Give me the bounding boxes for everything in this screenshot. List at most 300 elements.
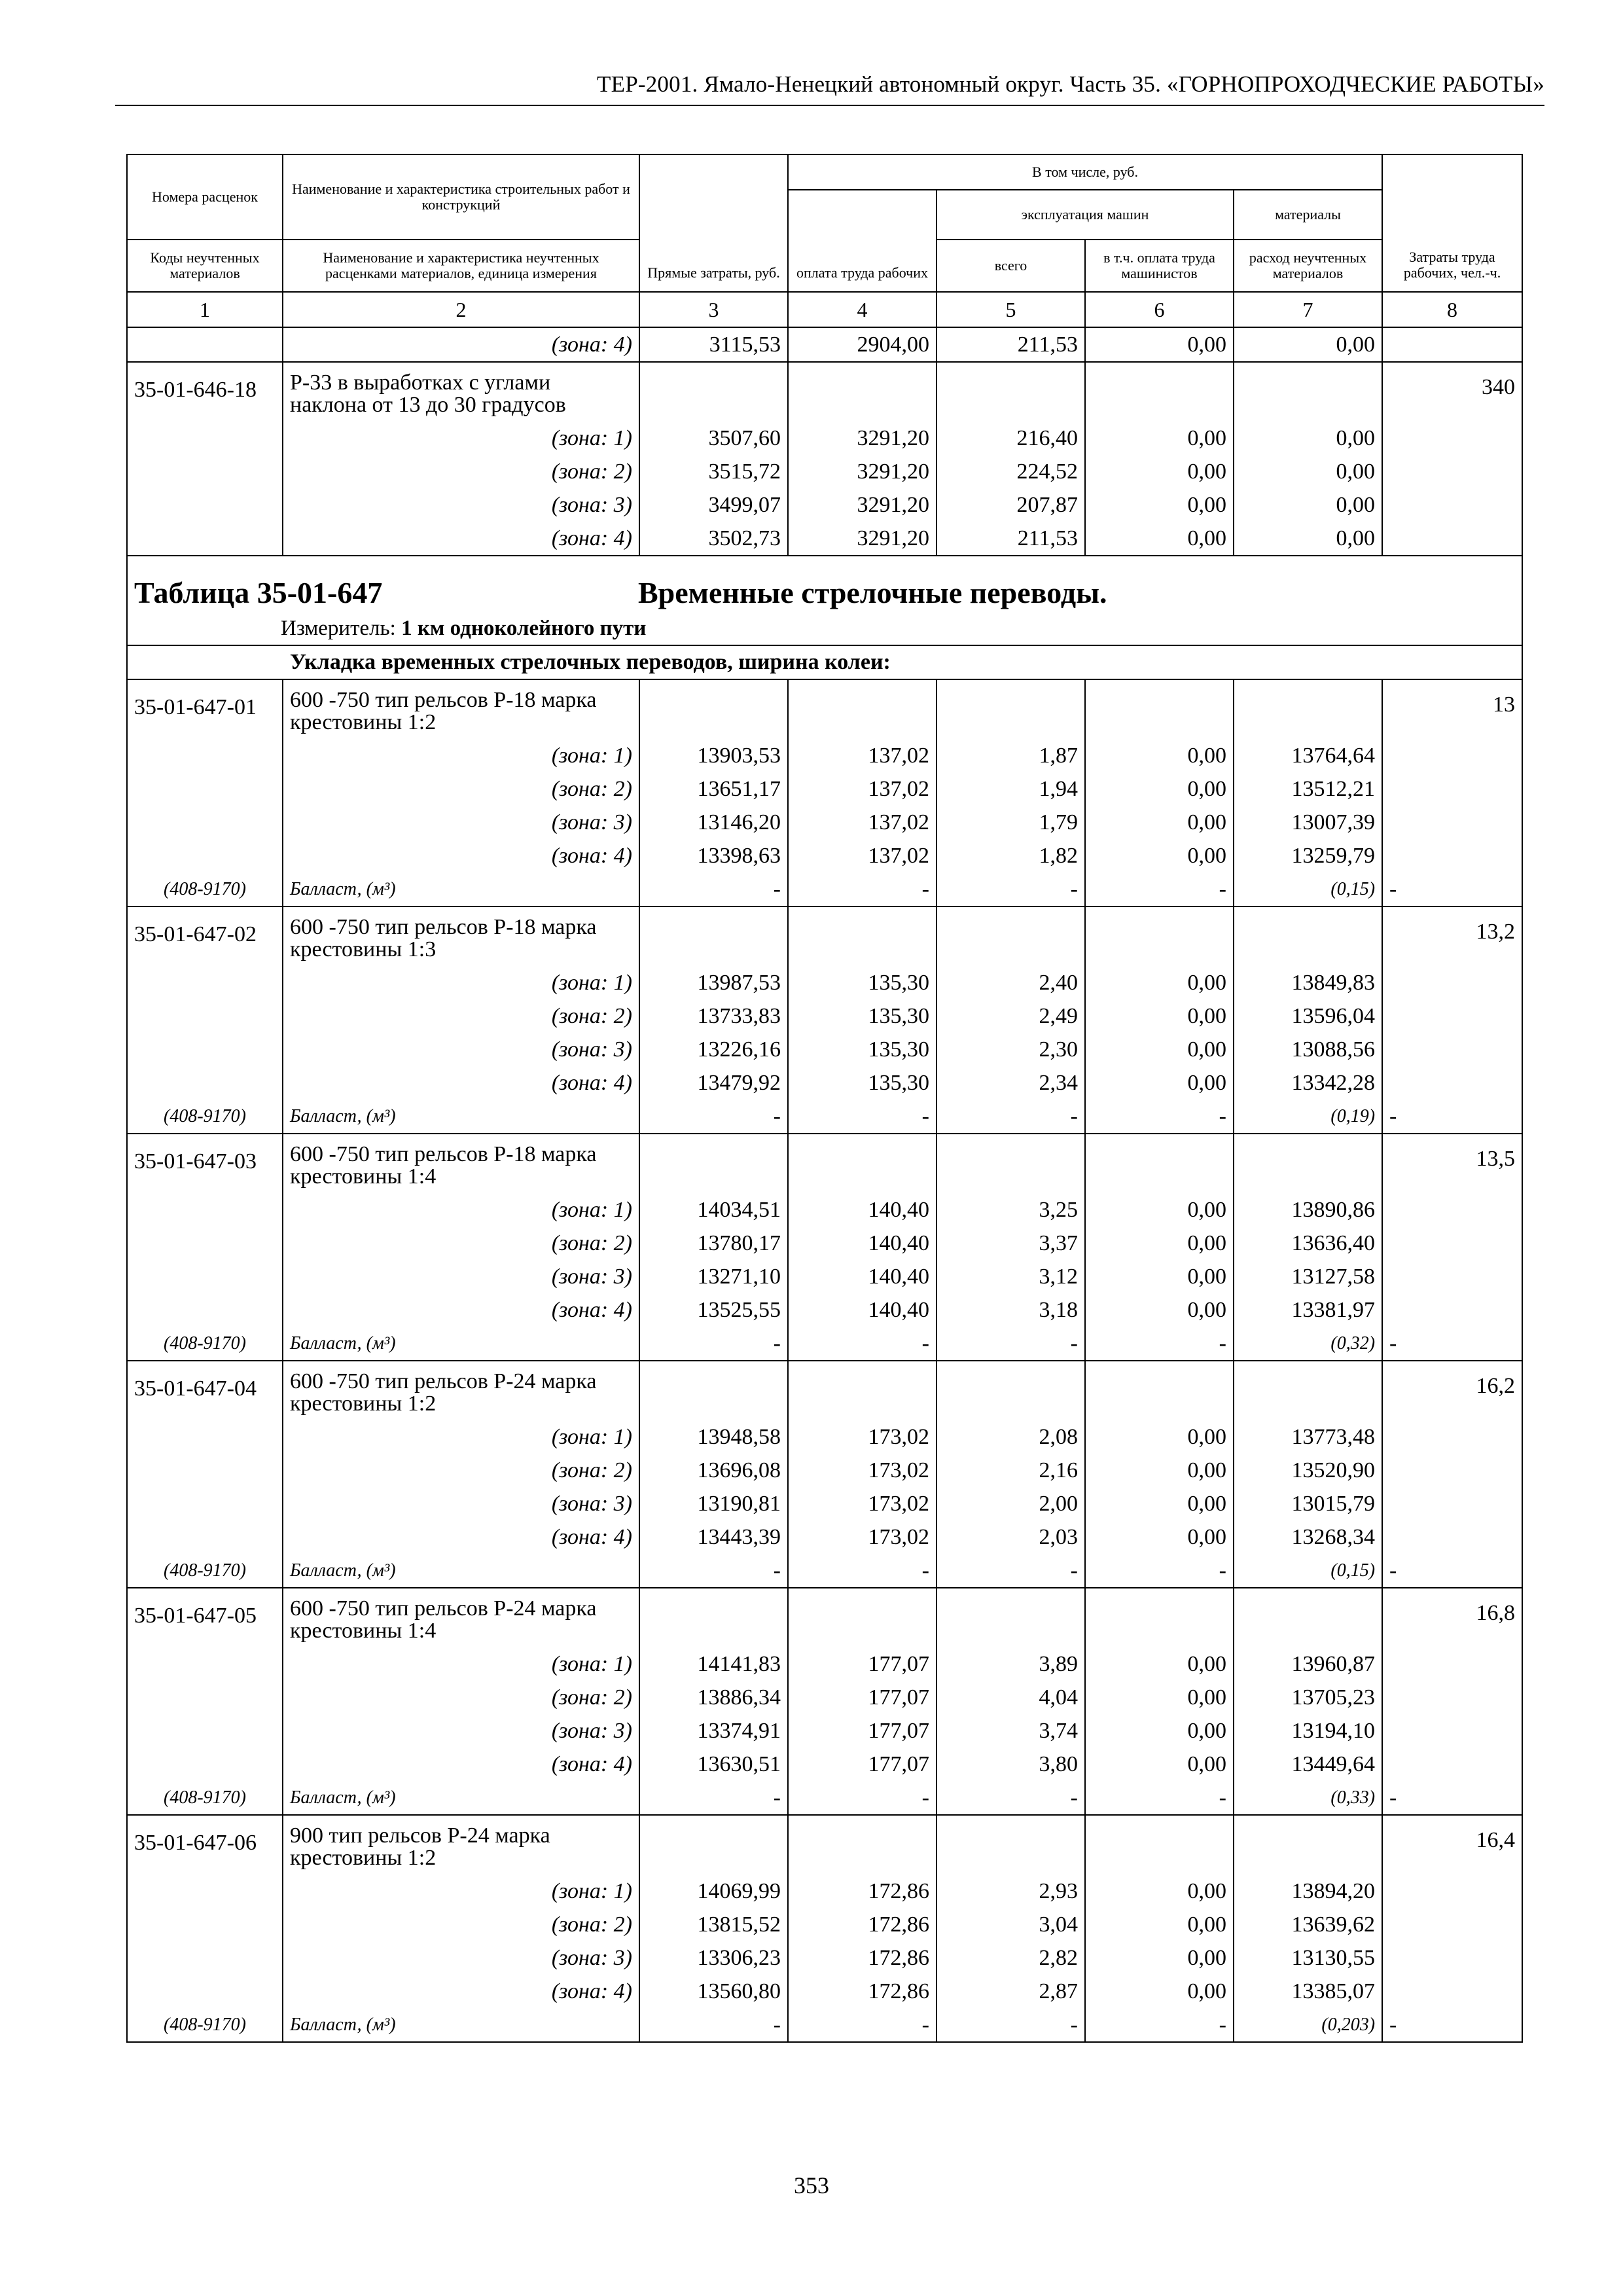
zone-row xyxy=(127,739,1522,772)
value-cell: 3,37 xyxy=(936,1227,1085,1260)
empty-cell xyxy=(639,906,788,966)
value-cell: 1,87 xyxy=(936,739,1085,772)
empty-cell xyxy=(127,1193,283,1227)
empty-cell xyxy=(1085,1815,1234,1874)
zone-label: (зона: 4) xyxy=(283,1748,639,1781)
table-title: Временные стрелочные переводы. xyxy=(638,576,1107,609)
empty-cell xyxy=(1382,806,1522,839)
zone-label: (зона: 2) xyxy=(283,772,639,806)
zone-label: (зона: 4) xyxy=(283,1066,639,1100)
value-cell: 0,00 xyxy=(1085,1941,1234,1975)
value-cell: 13903,53 xyxy=(639,739,788,772)
value-cell: 0,00 xyxy=(1234,488,1382,522)
value-cell: 13443,39 xyxy=(639,1520,788,1554)
rate-code: 35-01-647-03 xyxy=(127,1134,283,1193)
value-cell: 13342,28 xyxy=(1234,1066,1382,1100)
zone-label: (зона: 3) xyxy=(283,1714,639,1748)
empty-cell xyxy=(127,772,283,806)
zone-row xyxy=(127,1066,1522,1100)
col-number: 8 xyxy=(1382,292,1522,327)
zone-row xyxy=(127,1033,1522,1066)
col-number: 2 xyxy=(283,292,639,327)
zone-row xyxy=(127,522,1522,556)
dash-cell: - xyxy=(788,2008,936,2042)
value-cell: 13894,20 xyxy=(1234,1874,1382,1908)
empty-cell xyxy=(1234,1588,1382,1647)
dash-cell: - xyxy=(936,2008,1085,2042)
col-number: 7 xyxy=(1234,292,1382,327)
empty-cell xyxy=(127,522,283,556)
rate-row xyxy=(127,906,1522,966)
value-cell: 3115,53 xyxy=(639,327,788,362)
zone-label: (зона: 2) xyxy=(283,455,639,488)
value-cell: 2,82 xyxy=(936,1941,1085,1975)
empty-cell xyxy=(127,999,283,1033)
col-number: 5 xyxy=(936,292,1085,327)
material-code: (408-9170) xyxy=(127,1554,283,1588)
value-cell: 0,00 xyxy=(1085,1874,1234,1908)
empty-cell xyxy=(1234,362,1382,422)
value-cell: 2,08 xyxy=(936,1420,1085,1454)
value-cell: 172,86 xyxy=(788,1975,936,2008)
zone-label: (зона: 2) xyxy=(283,1454,639,1487)
value-cell: 0,00 xyxy=(1085,1714,1234,1748)
empty-cell xyxy=(1382,1647,1522,1681)
empty-cell xyxy=(1382,1260,1522,1293)
rate-code: 35-01-646-18 xyxy=(127,362,283,422)
empty-cell xyxy=(1382,1487,1522,1520)
value-cell: 13190,81 xyxy=(639,1487,788,1520)
value-cell: 0,00 xyxy=(1085,806,1234,839)
value-cell: 0,00 xyxy=(1085,1647,1234,1681)
labor-cost-value: 13,2 xyxy=(1382,906,1522,966)
value-cell: 13780,17 xyxy=(639,1227,788,1260)
meter-row xyxy=(127,612,1522,645)
material-consumption: (0,33) xyxy=(1234,1781,1382,1815)
value-cell: 13520,90 xyxy=(1234,1454,1382,1487)
empty-cell xyxy=(1085,1588,1234,1647)
table-title-cell xyxy=(127,556,1522,612)
rates-table xyxy=(126,154,1523,2043)
value-cell: 2904,00 xyxy=(788,327,936,362)
zone-label: (зона: 3) xyxy=(283,488,639,522)
zone-label: (зона: 1) xyxy=(283,1647,639,1681)
col-machinist-pay: в т.ч. оплата труда машинистов xyxy=(1085,240,1234,292)
zone-label: (зона: 1) xyxy=(283,422,639,455)
empty-cell xyxy=(127,488,283,522)
empty-cell xyxy=(639,679,788,739)
value-cell: 1,79 xyxy=(936,806,1085,839)
empty-cell xyxy=(1382,1227,1522,1260)
value-cell: 0,00 xyxy=(1085,1908,1234,1941)
dash-cell: - xyxy=(639,872,788,906)
zone-row xyxy=(127,455,1522,488)
value-cell: 216,40 xyxy=(936,422,1085,455)
value-cell: 0,00 xyxy=(1085,455,1234,488)
value-cell: 13890,86 xyxy=(1234,1193,1382,1227)
dash-cell: - xyxy=(1085,1327,1234,1361)
dash-cell: - xyxy=(1085,1554,1234,1588)
dash-cell: - xyxy=(788,1554,936,1588)
zone-label: (зона: 3) xyxy=(283,1941,639,1975)
value-cell: 13194,10 xyxy=(1234,1714,1382,1748)
value-cell: 0,00 xyxy=(1085,1293,1234,1327)
rate-row xyxy=(127,362,1522,422)
empty-cell xyxy=(127,1033,283,1066)
value-cell: 13306,23 xyxy=(639,1941,788,1975)
value-cell: 3291,20 xyxy=(788,522,936,556)
value-cell: 140,40 xyxy=(788,1260,936,1293)
value-cell: 3,12 xyxy=(936,1260,1085,1293)
empty-cell xyxy=(127,1293,283,1327)
empty-cell xyxy=(1382,488,1522,522)
value-cell: 0,00 xyxy=(1234,455,1382,488)
empty-cell xyxy=(639,1815,788,1874)
value-cell: 3291,20 xyxy=(788,488,936,522)
dash-cell: - xyxy=(936,1100,1085,1134)
rate-code: 35-01-647-04 xyxy=(127,1361,283,1420)
value-cell: 13398,63 xyxy=(639,839,788,872)
zone-row xyxy=(127,1227,1522,1260)
value-cell: 2,00 xyxy=(936,1487,1085,1520)
zone-row xyxy=(127,1647,1522,1681)
value-cell: 177,07 xyxy=(788,1748,936,1781)
zone-label: (зона: 4) xyxy=(283,839,639,872)
value-cell: 173,02 xyxy=(788,1454,936,1487)
col-number: 6 xyxy=(1085,292,1234,327)
empty-cell xyxy=(1382,455,1522,488)
zone-row xyxy=(127,1193,1522,1227)
empty-cell xyxy=(936,1815,1085,1874)
col-machine-total: всего xyxy=(936,240,1085,292)
zone-label: (зона: 4) xyxy=(283,327,639,362)
empty-cell xyxy=(1085,1361,1234,1420)
value-cell: 14141,83 xyxy=(639,1647,788,1681)
material-name: Балласт, (м³) xyxy=(283,1554,639,1588)
empty-cell xyxy=(1382,1066,1522,1100)
value-cell: 173,02 xyxy=(788,1420,936,1454)
empty-cell xyxy=(127,839,283,872)
col-number: 1 xyxy=(127,292,283,327)
dash-cell: - xyxy=(639,1554,788,1588)
value-cell: 2,34 xyxy=(936,1066,1085,1100)
value-cell: 2,40 xyxy=(936,966,1085,999)
dash-cell: - xyxy=(1382,1781,1522,1815)
value-cell: 0,00 xyxy=(1234,327,1382,362)
empty-cell xyxy=(788,679,936,739)
column-numbers-row xyxy=(127,292,1522,327)
col-number: 4 xyxy=(788,292,936,327)
value-cell: 137,02 xyxy=(788,839,936,872)
value-cell: 13636,40 xyxy=(1234,1227,1382,1260)
empty-cell xyxy=(1085,906,1234,966)
rate-row xyxy=(127,679,1522,739)
dash-cell: - xyxy=(639,1100,788,1134)
empty-cell xyxy=(127,1487,283,1520)
material-code: (408-9170) xyxy=(127,872,283,906)
value-cell: 137,02 xyxy=(788,772,936,806)
table-body xyxy=(127,327,1522,2042)
empty-cell xyxy=(127,1714,283,1748)
empty-cell xyxy=(936,1588,1085,1647)
labor-cost-value: 13 xyxy=(1382,679,1522,739)
zone-row xyxy=(127,1487,1522,1520)
dash-cell: - xyxy=(639,1327,788,1361)
zone-label: (зона: 1) xyxy=(283,1420,639,1454)
labor-cost-value: 16,2 xyxy=(1382,1361,1522,1420)
labor-cost-value: 13,5 xyxy=(1382,1134,1522,1193)
zone-row xyxy=(127,1520,1522,1554)
value-cell: 173,02 xyxy=(788,1520,936,1554)
empty-cell xyxy=(788,906,936,966)
zone-row xyxy=(127,1941,1522,1975)
value-cell: 1,82 xyxy=(936,839,1085,872)
col-rate-numbers: Номера расценок xyxy=(127,154,283,240)
value-cell: 140,40 xyxy=(788,1227,936,1260)
empty-cell xyxy=(1382,1874,1522,1908)
empty-cell xyxy=(1085,679,1234,739)
empty-cell xyxy=(639,1588,788,1647)
value-cell: 137,02 xyxy=(788,806,936,839)
value-cell: 2,49 xyxy=(936,999,1085,1033)
value-cell: 13385,07 xyxy=(1234,1975,1382,2008)
material-row xyxy=(127,872,1522,906)
empty-cell xyxy=(1234,679,1382,739)
material-row xyxy=(127,2008,1522,2042)
empty-cell xyxy=(1382,1748,1522,1781)
dash-cell: - xyxy=(788,1100,936,1134)
empty-cell xyxy=(127,1975,283,2008)
value-cell: 177,07 xyxy=(788,1647,936,1681)
value-cell: 3,80 xyxy=(936,1748,1085,1781)
empty-cell xyxy=(127,1066,283,1100)
material-row xyxy=(127,1100,1522,1134)
col-materials-consumption: расход неучтенных материалов xyxy=(1234,240,1382,292)
work-name: 600 -750 тип рельсов Р-18 марка крестовины 1:2 xyxy=(283,679,639,739)
value-cell: 0,00 xyxy=(1085,739,1234,772)
material-consumption: (0,19) xyxy=(1234,1100,1382,1134)
col-number: 3 xyxy=(639,292,788,327)
material-row xyxy=(127,1554,1522,1588)
value-cell: 13374,91 xyxy=(639,1714,788,1748)
value-cell: 3,74 xyxy=(936,1714,1085,1748)
col-labor-pay: оплата труда рабочих xyxy=(788,190,936,292)
zone-label: (зона: 4) xyxy=(283,1520,639,1554)
col-direct-costs: Прямые затраты, руб. xyxy=(639,154,788,292)
zone-label: (зона: 1) xyxy=(283,966,639,999)
value-cell: 3515,72 xyxy=(639,455,788,488)
page-number: 353 xyxy=(794,2172,829,2198)
section-title: Укладка временных стрелочных переводов, ширина колеи: xyxy=(127,645,1522,679)
value-cell: 13651,17 xyxy=(639,772,788,806)
rate-row xyxy=(127,1134,1522,1193)
value-cell: 3499,07 xyxy=(639,488,788,522)
value-cell: 13015,79 xyxy=(1234,1487,1382,1520)
zone-label: (зона: 2) xyxy=(283,1681,639,1714)
value-cell: 13525,55 xyxy=(639,1293,788,1327)
value-cell: 0,00 xyxy=(1234,422,1382,455)
value-cell: 0,00 xyxy=(1085,1487,1234,1520)
table-number: Таблица 35-01-647 xyxy=(134,576,383,609)
empty-cell xyxy=(127,1260,283,1293)
material-name: Балласт, (м³) xyxy=(283,1781,639,1815)
zone-row xyxy=(127,966,1522,999)
empty-cell xyxy=(127,327,283,362)
value-cell: 14069,99 xyxy=(639,1874,788,1908)
value-cell: 13512,21 xyxy=(1234,772,1382,806)
value-cell: 211,53 xyxy=(936,522,1085,556)
empty-cell xyxy=(1382,1975,1522,2008)
empty-cell xyxy=(127,1941,283,1975)
work-name: 600 -750 тип рельсов Р-24 марка крестовины 1:2 xyxy=(283,1361,639,1420)
carryover-row xyxy=(127,327,1522,362)
value-cell: 13381,97 xyxy=(1234,1293,1382,1327)
rate-row xyxy=(127,1815,1522,1874)
value-cell: 172,86 xyxy=(788,1941,936,1975)
empty-cell xyxy=(1382,1420,1522,1454)
value-cell: 0,00 xyxy=(1085,1454,1234,1487)
empty-cell xyxy=(1234,1361,1382,1420)
zone-row xyxy=(127,1908,1522,1941)
value-cell: 0,00 xyxy=(1085,522,1234,556)
value-cell: 137,02 xyxy=(788,739,936,772)
value-cell: 0,00 xyxy=(1085,422,1234,455)
value-cell: 0,00 xyxy=(1085,1975,1234,2008)
value-cell: 135,30 xyxy=(788,999,936,1033)
value-cell: 0,00 xyxy=(1085,999,1234,1033)
zone-row xyxy=(127,1260,1522,1293)
value-cell: 3,04 xyxy=(936,1908,1085,1941)
zone-row xyxy=(127,1293,1522,1327)
dash-cell: - xyxy=(1382,1100,1522,1134)
col-material-codes: Коды неучтенных материалов xyxy=(127,240,283,292)
dash-cell: - xyxy=(1085,1100,1234,1134)
zone-label: (зона: 2) xyxy=(283,1908,639,1941)
value-cell: 177,07 xyxy=(788,1681,936,1714)
value-cell: 140,40 xyxy=(788,1293,936,1327)
value-cell: 0,00 xyxy=(1085,1066,1234,1100)
value-cell: 2,93 xyxy=(936,1874,1085,1908)
dash-cell: - xyxy=(788,1327,936,1361)
empty-cell xyxy=(127,1908,283,1941)
empty-cell xyxy=(788,1815,936,1874)
empty-cell xyxy=(1382,739,1522,772)
value-cell: 0,00 xyxy=(1085,1193,1234,1227)
value-cell: 173,02 xyxy=(788,1487,936,1520)
meter-value: 1 км одноколейного пути xyxy=(401,617,647,640)
value-cell: 13007,39 xyxy=(1234,806,1382,839)
rate-code: 35-01-647-02 xyxy=(127,906,283,966)
value-cell: 0,00 xyxy=(1085,966,1234,999)
value-cell: 13630,51 xyxy=(639,1748,788,1781)
empty-cell xyxy=(1382,1033,1522,1066)
empty-cell xyxy=(127,739,283,772)
empty-cell xyxy=(1085,1134,1234,1193)
rates-table-container xyxy=(126,154,1522,2043)
value-cell: 13773,48 xyxy=(1234,1420,1382,1454)
value-cell: 0,00 xyxy=(1085,1227,1234,1260)
work-name: Р-33 в выработках с углами наклона от 13 до 30 градусов xyxy=(283,362,639,422)
meter-label: Измеритель: xyxy=(281,617,396,640)
dash-cell: - xyxy=(936,872,1085,906)
dash-cell: - xyxy=(788,872,936,906)
dash-cell: - xyxy=(936,1781,1085,1815)
empty-cell xyxy=(127,422,283,455)
material-code: (408-9170) xyxy=(127,2008,283,2042)
zone-row xyxy=(127,1975,1522,2008)
empty-cell xyxy=(127,806,283,839)
value-cell: 211,53 xyxy=(936,327,1085,362)
zone-label: (зона: 1) xyxy=(283,1193,639,1227)
work-name: 600 -750 тип рельсов Р-24 марка крестовины 1:4 xyxy=(283,1588,639,1647)
value-cell: 13560,80 xyxy=(639,1975,788,2008)
value-cell: 177,07 xyxy=(788,1714,936,1748)
col-machine-operation: эксплуатация машин xyxy=(936,190,1234,240)
material-name: Балласт, (м³) xyxy=(283,872,639,906)
value-cell: 135,30 xyxy=(788,1066,936,1100)
empty-cell xyxy=(936,1134,1085,1193)
value-cell: 0,00 xyxy=(1085,772,1234,806)
zone-row xyxy=(127,488,1522,522)
value-cell: 13226,16 xyxy=(639,1033,788,1066)
zone-row xyxy=(127,1420,1522,1454)
labor-cost-value: 340 xyxy=(1382,362,1522,422)
value-cell: 3,18 xyxy=(936,1293,1085,1327)
empty-cell xyxy=(127,1227,283,1260)
dash-cell: - xyxy=(936,1327,1085,1361)
zone-label: (зона: 3) xyxy=(283,1487,639,1520)
zone-label: (зона: 4) xyxy=(283,522,639,556)
value-cell: 13696,08 xyxy=(639,1454,788,1487)
empty-cell xyxy=(127,1420,283,1454)
value-cell: 135,30 xyxy=(788,1033,936,1066)
material-code: (408-9170) xyxy=(127,1100,283,1134)
empty-cell xyxy=(788,362,936,422)
rate-code: 35-01-647-01 xyxy=(127,679,283,739)
zone-row xyxy=(127,1874,1522,1908)
empty-cell xyxy=(127,1520,283,1554)
col-labor-cost: Затраты труда рабочих, чел.-ч. xyxy=(1382,154,1522,292)
value-cell: 13886,34 xyxy=(639,1681,788,1714)
empty-cell xyxy=(1382,1908,1522,1941)
material-consumption: (0,15) xyxy=(1234,1554,1382,1588)
dash-cell: - xyxy=(1382,872,1522,906)
dash-cell: - xyxy=(639,1781,788,1815)
value-cell: 13733,83 xyxy=(639,999,788,1033)
empty-cell xyxy=(127,455,283,488)
value-cell: 207,87 xyxy=(936,488,1085,522)
value-cell: 13764,64 xyxy=(1234,739,1382,772)
running-header: ТЕР-2001. Ямало-Ненецкий автономный округ. Часть 35. «ГОРНОПРОХОДЧЕСКИЕ РАБОТЫ» xyxy=(115,69,1544,106)
zone-row xyxy=(127,1454,1522,1487)
empty-cell xyxy=(1234,1815,1382,1874)
empty-cell xyxy=(127,1454,283,1487)
value-cell: 3,89 xyxy=(936,1647,1085,1681)
rate-code: 35-01-647-06 xyxy=(127,1815,283,1874)
value-cell: 2,03 xyxy=(936,1520,1085,1554)
value-cell: 13705,23 xyxy=(1234,1681,1382,1714)
zone-label: (зона: 1) xyxy=(283,739,639,772)
value-cell: 13130,55 xyxy=(1234,1941,1382,1975)
value-cell: 13268,34 xyxy=(1234,1520,1382,1554)
empty-cell xyxy=(788,1134,936,1193)
dash-cell: - xyxy=(936,1554,1085,1588)
table-header xyxy=(127,154,1522,327)
empty-cell xyxy=(1382,966,1522,999)
value-cell: 0,00 xyxy=(1085,1420,1234,1454)
value-cell: 13271,10 xyxy=(639,1260,788,1293)
empty-cell xyxy=(1234,1134,1382,1193)
